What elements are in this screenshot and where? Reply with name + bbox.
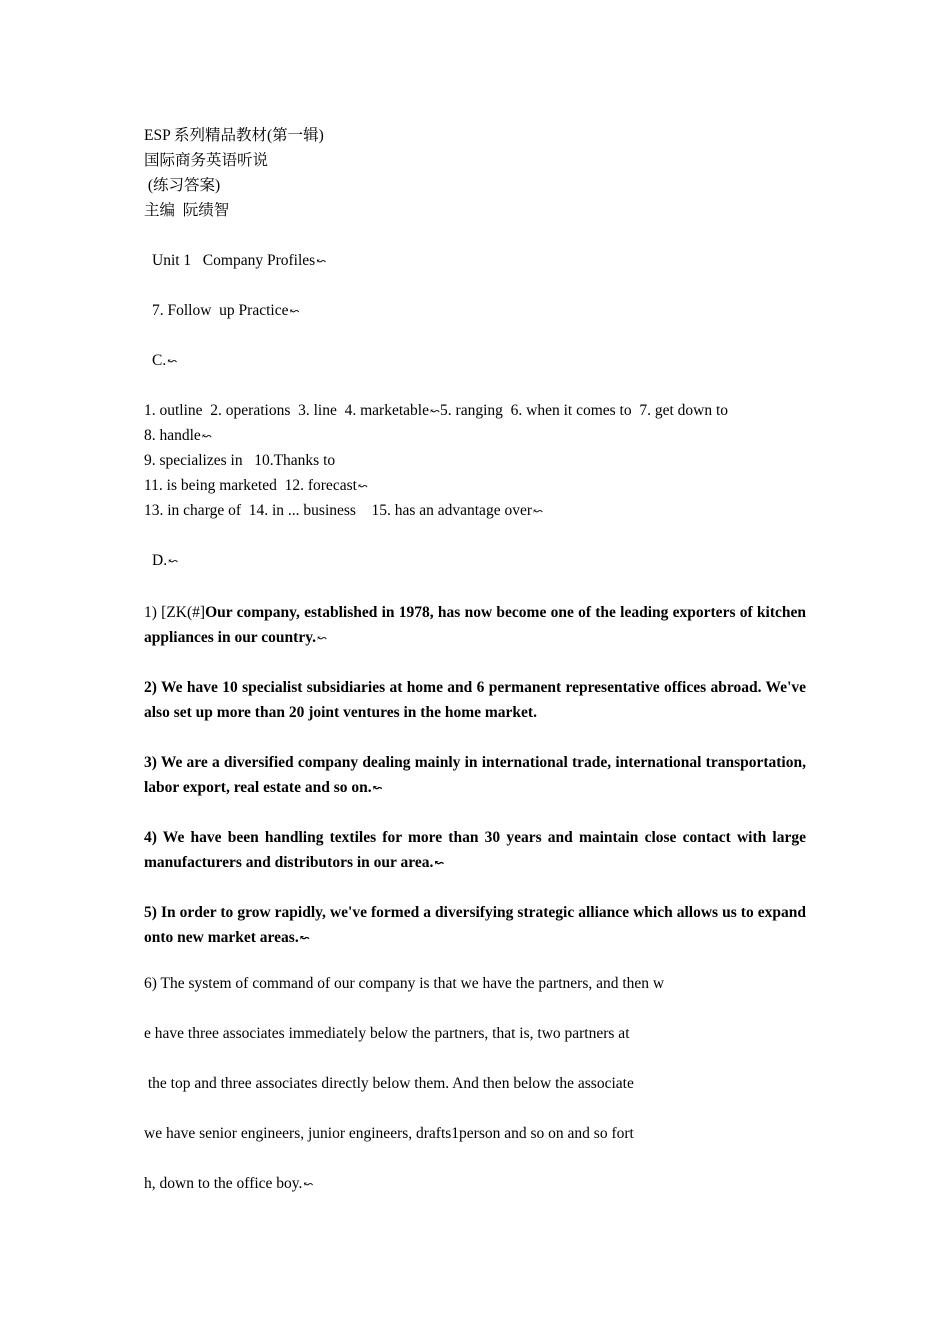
section-d-label-text: D.	[152, 552, 168, 569]
answer-d-6-line-2: e have three associates immediately below the partners, that is, two partners at	[144, 1025, 630, 1042]
editor-line: 主编 阮绩智	[144, 202, 230, 219]
answer-d-1	[144, 600, 806, 651]
answer-line-3: 9. specializes in 10.Thanks to	[144, 452, 336, 469]
answer-line-1	[144, 401, 806, 421]
paragraph-mark-icon: ↜	[289, 304, 300, 318]
answer-d-4	[144, 825, 806, 876]
book-subtitle: (练习答案)	[144, 177, 221, 194]
paragraph-mark-icon: ↜	[372, 781, 383, 795]
answer-line-4	[144, 476, 806, 496]
answer-d-3	[144, 750, 806, 801]
paragraph-mark-icon: ↜	[316, 254, 327, 268]
answer-d-5-text: 5) In order to grow rapidly, we've formed a diversifying strategic alliance which allows us to expand onto new market areas.	[144, 904, 806, 946]
answer-d-6-line-4: we have senior engineers, junior engineers, drafts1person and so on and so fort	[144, 1125, 634, 1142]
answer-d-1-text: Our company, established in 1978, has now become one of the leading exporters of kitchen appliances in our country.	[144, 604, 806, 646]
paragraph-mark-icon: ↜	[201, 429, 212, 443]
answer-line-1a: 1. outline 2. operations 3. line 4. marketable	[144, 402, 429, 419]
book-title: 国际商务英语听说	[144, 152, 269, 169]
unit-heading-text: Unit 1 Company Profiles	[152, 252, 316, 269]
answer-line-4-text: 11. is being marketed 12. forecast	[144, 477, 357, 494]
practice-heading	[152, 301, 814, 321]
answer-d-6-line-3: the top and three associates directly below them. And then below the associate	[144, 1075, 634, 1092]
answer-d-1-prefix: 1) [ZK(#]	[144, 604, 206, 621]
paragraph-mark-icon: ↜	[357, 479, 368, 493]
unit-heading	[152, 251, 814, 271]
series-title: ESP 系列精品教材(第一辑)	[144, 127, 324, 144]
answer-line-2	[144, 426, 806, 446]
section-c-label	[152, 351, 814, 371]
answer-line-5-text: 13. in charge of 14. in ... business 15. has an advantage over	[144, 502, 532, 519]
paragraph-mark-icon: ↜	[316, 631, 328, 645]
practice-heading-text: 7. Follow up Practice	[152, 302, 289, 319]
paragraph-mark-icon: ↜	[429, 404, 441, 418]
answer-d-2: 2) We have 10 specialist subsidiaries at home and 6 permanent representative offices abroad. We've also set up more than 20 joint ventures in the home market.	[144, 679, 806, 721]
answer-d-4-text: 4) We have been handling textiles for more than 30 years and maintain close contact with large manufacturers and distributors in our area.	[144, 829, 806, 871]
paragraph-mark-icon: ↜	[532, 504, 544, 518]
paragraph-mark-icon: ↜	[167, 354, 178, 368]
answer-d-6-line-5	[144, 1174, 806, 1194]
paragraph-mark-icon: ↜	[168, 554, 179, 568]
answer-line-5	[144, 501, 806, 521]
paragraph-mark-icon: ↜	[299, 931, 310, 945]
paragraph-mark-icon: ↜	[303, 1177, 314, 1191]
answer-line-1b: 5. ranging 6. when it comes to 7. get down to	[440, 402, 729, 419]
answer-line-2-text: 8. handle	[144, 427, 201, 444]
answer-d-5	[144, 900, 806, 951]
answer-d-6-line-5-text: h, down to the office boy.	[144, 1175, 303, 1192]
answer-d-3-text: 3) We are a diversified company dealing mainly in international trade, international transportation, labor export, real estate and so on.	[144, 754, 806, 796]
section-d-label	[152, 551, 814, 571]
paragraph-mark-icon: ↜	[434, 856, 445, 870]
section-c-label-text: C.	[152, 352, 167, 369]
answer-d-6-line-1: 6) The system of command of our company is that we have the partners, and then w	[144, 975, 665, 992]
